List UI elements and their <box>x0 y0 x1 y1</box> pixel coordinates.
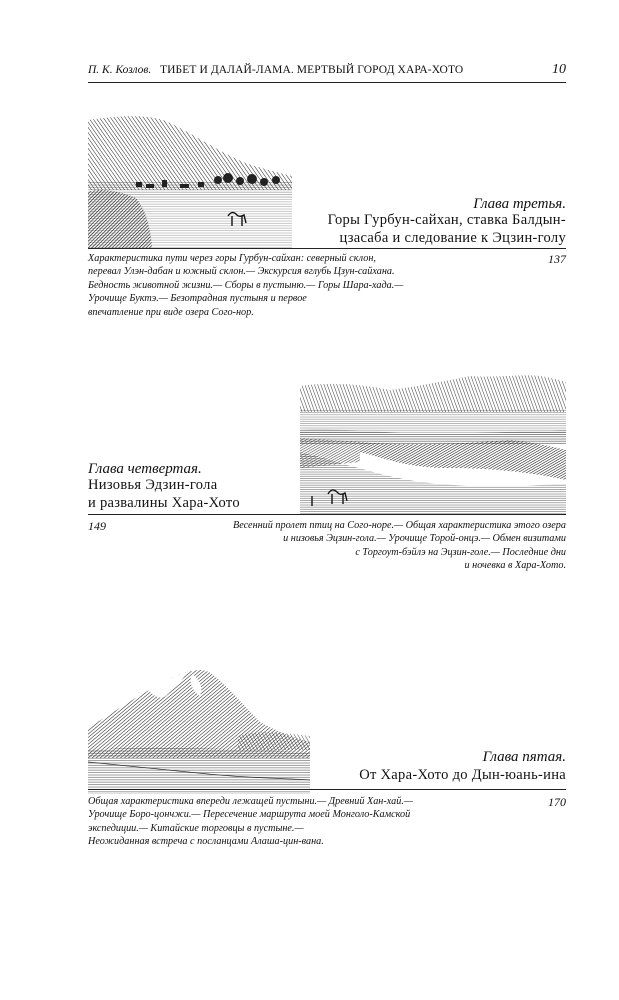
summary-line: впечатление при виде озера Сого-нор. <box>88 306 254 318</box>
chapter-5-illustration <box>88 666 310 794</box>
header-author: П. К. Козлов. <box>88 64 152 76</box>
header-title: ТИБЕТ И ДАЛАЙ-ЛАМА. МЕРТВЫЙ ГОРОД ХАРА-ХОТО <box>160 64 464 76</box>
summary-line: Общая характеристика впереди лежащей пустыни.— Древний Хан-хай.— <box>88 796 413 807</box>
summary-line: Характеристика пути через горы Гурбун-сайхан: северный склон, <box>88 253 376 264</box>
header-page-number: 10 <box>552 62 566 77</box>
summary-line: экспедиции.— Китайские торговцы в пустыне.— <box>88 822 304 834</box>
chapter-3-illustration <box>88 112 292 248</box>
chapter-3-rule <box>88 248 566 249</box>
chapter-5-title-line-1: От Хара-Хото до Дын-юань-ина <box>359 767 566 783</box>
summary-line: Бедность животной жизни.— Сборы в пустыню.— Горы Шара-хада.— <box>88 279 404 291</box>
chapter-4-title-line-1: Низовья Эдзин-гола <box>88 477 218 493</box>
summary-line: Урочище Буктэ.— Безотрадная пустыня и первое <box>88 293 307 305</box>
chapter-4-title-line-2: и развалины Хара-Хото <box>88 495 240 511</box>
summary-line: Урочище Боро-цончжи.— Пересечение маршрута моей Монголо-Камской <box>88 809 411 821</box>
chapter-5-label: Глава пятая. <box>482 749 566 765</box>
summary-line: Неожиданная встреча с посланцами Алаша-цин-вана. <box>88 836 324 848</box>
summary-line: и низовья Эцзин-гола.— Урочище Торой-онцэ.— Обмен визитами <box>283 533 566 545</box>
summary-line: перевал Улэн-дабан и южный склон.— Экскурсия вглубь Цзун-сайхана. <box>88 266 395 278</box>
chapter-3-page: 137 <box>548 252 566 266</box>
chapter-5-page: 170 <box>548 795 566 809</box>
chapter-4-illustration <box>300 372 566 514</box>
chapter-3-label: Глава третья. <box>473 196 566 212</box>
running-header <box>88 62 566 82</box>
chapter-4-label: Глава четвертая. <box>88 461 202 477</box>
chapter-5-rule <box>88 789 566 790</box>
chapter-3-title-line-1: Горы Гурбун-сайхан, ставка Балдын- <box>327 212 566 228</box>
chapter-3-summary <box>88 252 508 319</box>
summary-line: и ночевка в Хара-Хото. <box>464 560 566 572</box>
header-rule <box>88 82 566 83</box>
chapter-4-rule <box>88 514 566 515</box>
summary-line: с Торгоут-бэйлэ на Эцзин-голе.— Последние дни <box>355 546 566 558</box>
chapter-4-summary <box>150 519 566 573</box>
chapter-4-page: 149 <box>88 519 106 533</box>
chapter-3-title-line-2: цзасаба и следование к Эцзин-голу <box>339 230 566 246</box>
chapter-5-summary <box>88 795 518 849</box>
summary-line: Весенний пролет птиц на Сого-норе.— Общая характеристика этого озера <box>233 520 566 531</box>
